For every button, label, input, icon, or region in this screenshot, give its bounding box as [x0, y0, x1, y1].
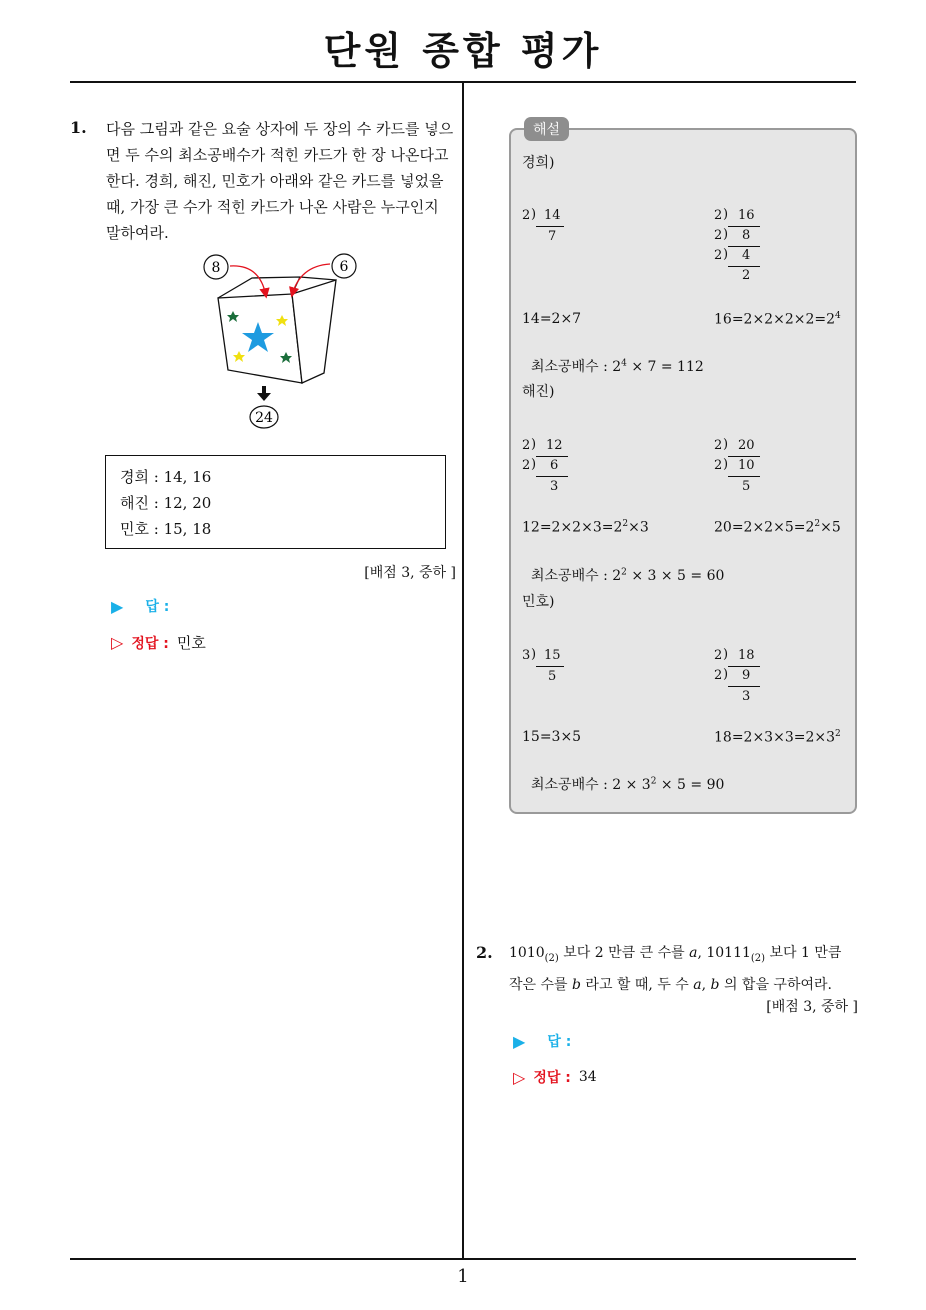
- divisor: 2: [522, 208, 531, 223]
- question-1-line: 때, 가장 큰 수가 적힌 카드가 나온 사람은 누구인지: [106, 198, 439, 216]
- kyunghee-factor-a: 14=2×7: [522, 311, 582, 327]
- divisor: 2: [714, 648, 723, 663]
- correct-label: 정답 :: [533, 1070, 571, 1086]
- question-2-number: 2.: [476, 943, 493, 962]
- minho-lcm: [531, 774, 724, 794]
- correct-label: 정답 :: [131, 635, 169, 652]
- answer-arrow-icon: ▶: [111, 596, 124, 616]
- dividend: 16: [738, 208, 755, 223]
- lcm-text: × 7 = 112: [626, 359, 704, 375]
- quotient: 2: [742, 268, 751, 283]
- answer-label: 답 :: [547, 1034, 572, 1050]
- question-2-correct-row: [513, 1067, 597, 1087]
- haejin-factor-b: [714, 519, 841, 536]
- dividend: 4: [742, 248, 751, 263]
- dividend: 12: [546, 438, 563, 453]
- question-1-score: [배점 3, 중하 ]: [364, 565, 456, 581]
- magic-box-figure: [190, 250, 370, 430]
- division-line: [536, 476, 568, 477]
- question-2-score: [배점 3, 중하 ]: [766, 999, 858, 1015]
- minho-division-a: [522, 648, 582, 688]
- haejin-division-b: [714, 438, 774, 498]
- bracket: ): [723, 437, 729, 452]
- cards-box: [105, 455, 446, 549]
- exponent: 2: [621, 567, 627, 578]
- card-entry-minho: 민호 : 15, 18: [120, 520, 212, 538]
- question-1-number: 1.: [70, 118, 87, 137]
- answer-label: 답 :: [145, 599, 170, 615]
- divisor: 2: [714, 208, 723, 223]
- binary-number: , 10111: [697, 945, 751, 961]
- quotient: 3: [742, 689, 751, 704]
- divisor: 3: [522, 648, 531, 663]
- division-line: [728, 666, 760, 667]
- quotient: 7: [548, 229, 557, 244]
- exponent: 2: [650, 776, 657, 787]
- division-line: [728, 456, 760, 457]
- division-line: [728, 246, 760, 247]
- quotient: 5: [548, 669, 557, 684]
- question-text: ,: [701, 976, 711, 993]
- dividend: 9: [742, 668, 751, 683]
- correct-arrow-icon: ▷: [513, 1067, 526, 1087]
- question-1-line: 말하여라.: [106, 224, 169, 242]
- question-text: 의 합을 구하여라.: [719, 976, 832, 993]
- division-line: [536, 666, 564, 667]
- page-number: 1: [457, 1266, 469, 1287]
- kyunghee-label: 경희): [522, 155, 555, 171]
- base-subscript: (2): [544, 952, 559, 964]
- bracket: ): [531, 647, 537, 662]
- haejin-label: 해진): [522, 384, 555, 400]
- exponent: 2: [814, 519, 821, 529]
- divisor: 2: [714, 458, 723, 473]
- division-line: [728, 266, 760, 267]
- quotient: 3: [550, 479, 559, 494]
- dividend: 8: [742, 228, 751, 243]
- division-line: [536, 456, 568, 457]
- question-1-line: 한다. 경희, 해진, 민호가 아래와 같은 카드를 넣었을: [106, 172, 444, 190]
- dividend: 14: [544, 208, 561, 223]
- divisor: 2: [714, 438, 723, 453]
- card-entry-kyunghee: 경희 : 14, 16: [120, 468, 212, 486]
- variable-b: b: [572, 976, 581, 993]
- quotient: 5: [742, 479, 751, 494]
- bracket: ): [723, 647, 729, 662]
- dividend: 10: [738, 458, 755, 473]
- question-2-answer-row: [513, 1031, 571, 1051]
- dividend: 6: [550, 458, 559, 473]
- base-subscript: (2): [750, 952, 766, 964]
- minho-factor-b: [714, 729, 841, 746]
- down-arrow-icon: [262, 386, 266, 394]
- haejin-factor-a: [522, 519, 649, 536]
- haejin-lcm: [531, 565, 724, 585]
- divisor: 2: [714, 248, 723, 263]
- question-2-text: [509, 940, 859, 998]
- minho-division-b: [714, 648, 774, 708]
- output-card-value: 24: [255, 410, 273, 426]
- card-value-right: 6: [339, 259, 349, 275]
- exponent: 2: [835, 729, 841, 739]
- exponent: 4: [621, 358, 627, 369]
- bottom-rule: [70, 1258, 856, 1260]
- lcm-text: 최소공배수 : 2: [531, 359, 622, 375]
- lcm-text: × 5 = 90: [656, 777, 725, 793]
- lcm-text: × 3 × 5 = 60: [626, 568, 725, 584]
- dividend: 18: [738, 648, 755, 663]
- question-1-text: [106, 116, 458, 246]
- division-line: [728, 476, 760, 477]
- exponent: 2: [622, 519, 629, 529]
- correct-value: 민호: [176, 634, 206, 652]
- haejin-division-a: [522, 438, 582, 498]
- factor-text: 18=2×3×3=2×3: [714, 729, 836, 746]
- card-entry-haejin: 해진 : 12, 20: [120, 494, 212, 512]
- divisor: 2: [714, 228, 723, 243]
- down-arrow-head: [257, 393, 271, 401]
- division-line: [728, 226, 760, 227]
- kyunghee-division-a: [522, 208, 582, 248]
- binary-number: 1010: [509, 945, 545, 961]
- page-title: 단원 종합 평가: [323, 29, 603, 73]
- card-value-left: 8: [211, 260, 221, 276]
- bracket: ): [723, 207, 729, 222]
- correct-arrow-icon: ▷: [111, 633, 124, 652]
- question-1-answer-row: [111, 596, 169, 616]
- division-line: [536, 226, 564, 227]
- dividend: 15: [544, 648, 561, 663]
- question-2-line-2: [509, 972, 859, 998]
- variable-b: b: [710, 976, 720, 993]
- variable-a: a: [689, 945, 698, 961]
- factor-text: ×5: [820, 519, 841, 536]
- factor-text: ×3: [628, 519, 649, 536]
- dividend: 20: [738, 438, 755, 453]
- correct-value: 34: [578, 1069, 597, 1085]
- answer-arrow-icon: ▶: [513, 1031, 526, 1051]
- question-text: 보다 2 만큼 큰 수를: [558, 945, 690, 961]
- question-1-correct-row: [111, 632, 206, 653]
- solution-tag: 해설: [524, 117, 569, 141]
- question-1-line: 다음 그림과 같은 요술 상자에 두 장의 수 카드를 넣으: [106, 120, 454, 138]
- column-divider: [462, 81, 464, 1259]
- factor-text: 20=2×2×5=2: [714, 519, 815, 536]
- question-1-line: 면 두 수의 최소공배수가 적힌 카드가 한 장 나온다고: [106, 146, 449, 164]
- division-line: [728, 686, 760, 687]
- lcm-text: 최소공배수 : 2 × 3: [531, 777, 651, 793]
- bracket: ): [531, 457, 537, 472]
- kyunghee-factor-b: [714, 311, 841, 328]
- lcm-text: 최소공배수 : 2: [531, 568, 622, 584]
- factor-text: 12=2×2×3=2: [522, 519, 623, 536]
- question-text: 보다 1 만큼: [765, 945, 842, 961]
- variable-a: a: [693, 976, 702, 993]
- bracket: ): [531, 437, 537, 452]
- minho-label: 민호): [522, 594, 555, 610]
- question-text: 라고 할 때, 두 수: [580, 976, 694, 993]
- minho-factor-a: 15=3×5: [522, 729, 582, 745]
- bracket: ): [723, 247, 729, 262]
- kyunghee-division-b: [714, 208, 774, 288]
- divisor: 2: [522, 438, 531, 453]
- divisor: 2: [522, 458, 531, 473]
- bracket: ): [723, 667, 729, 682]
- bracket: ): [531, 207, 537, 222]
- question-2-line-1: [509, 940, 859, 972]
- bracket: ): [723, 227, 729, 242]
- exponent: 4: [835, 311, 841, 321]
- question-text: 작은 수를: [509, 976, 572, 993]
- kyunghee-lcm: [531, 356, 704, 376]
- divisor: 2: [714, 668, 723, 683]
- factor-text: 16=2×2×2×2=2: [714, 311, 836, 328]
- bracket: ): [723, 457, 729, 472]
